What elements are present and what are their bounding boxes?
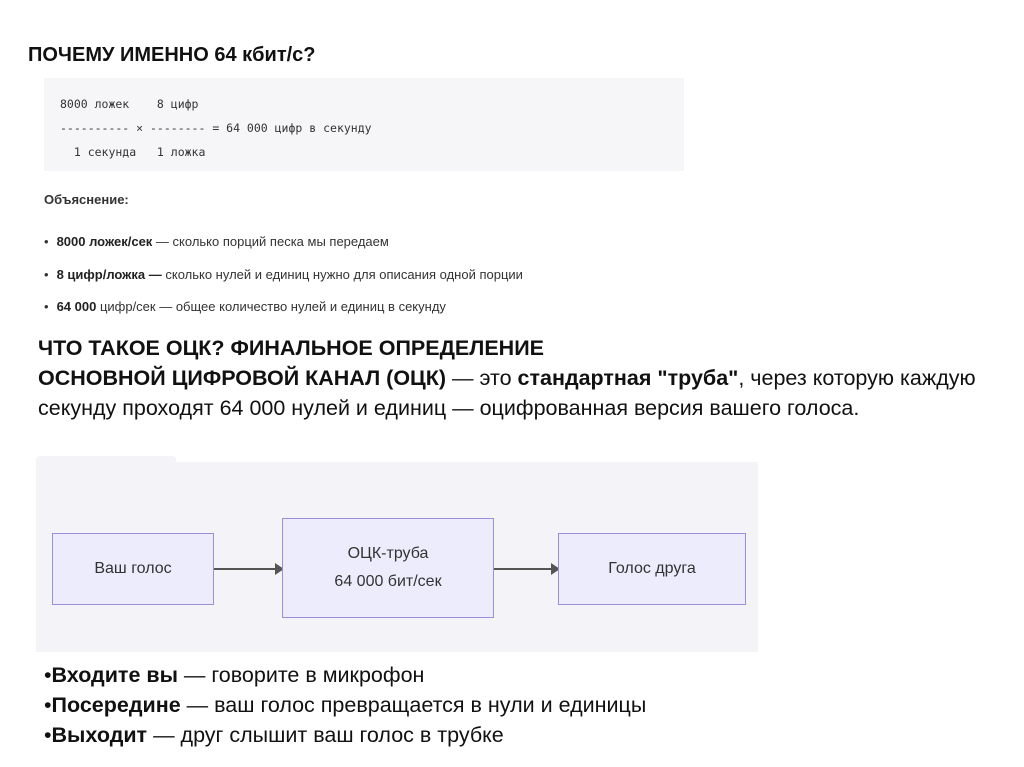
formula-code-block	[44, 78, 684, 171]
node-friend-voice-label: Голос друга	[608, 560, 696, 577]
flow-diagram	[36, 462, 758, 652]
summary-item	[44, 720, 646, 750]
summary-list	[44, 660, 646, 750]
node-your-voice-label: Ваш голос	[94, 560, 172, 577]
arrow-right-1	[214, 568, 282, 570]
summary-item-bold: Выходит	[51, 723, 148, 747]
slide-title: ПОЧЕМУ ИМЕННО 64 кбит/с?	[28, 44, 316, 66]
definition-heading: ЧТО ТАКОЕ ОЦК? ФИНАЛЬНОЕ ОПРЕДЕЛЕНИЕ	[38, 336, 545, 360]
node-channel-pipe	[282, 518, 494, 618]
formula-line-2: ---------- × -------- = 64 000 цифр в секунду	[60, 121, 372, 135]
definition-block	[38, 333, 978, 423]
explanation-list	[44, 232, 523, 330]
explanation-item-bold: 64 000	[56, 299, 97, 314]
summary-item-text: — ваш голос превращается в нули и единицы	[180, 693, 647, 717]
formula-line-3: 1 секунда 1 ложка	[60, 145, 206, 159]
explanation-item	[44, 265, 523, 298]
node-channel-rate: 64 000 бит/сек	[334, 573, 442, 590]
explanation-item	[44, 232, 523, 265]
explanation-item-text: цифр/сек — общее количество нулей и единиц в секунду	[96, 299, 446, 314]
summary-item-bold: Входите вы	[51, 663, 178, 687]
definition-bold-phrase: стандартная "труба"	[517, 366, 739, 390]
formula-line-1: 8000 ложек 8 цифр	[60, 97, 199, 111]
summary-item	[44, 660, 646, 690]
explanation-item-bold: 8000 ложек/сек	[56, 234, 153, 249]
summary-item-text: — друг слышит ваш голос в трубке	[147, 723, 504, 747]
summary-item-text: — говорите в микрофон	[177, 663, 425, 687]
explanation-item	[44, 297, 523, 330]
node-channel-label: ОЦК-труба	[347, 545, 429, 562]
explanation-item-text: — сколько порций песка мы передаем	[152, 234, 389, 249]
formula-text	[60, 92, 372, 164]
definition-mid: — это	[446, 366, 518, 390]
arrow-right-2	[494, 568, 558, 570]
explanation-item-text: сколько нулей и единиц нужно для описания одной порции	[161, 266, 523, 282]
summary-item-bold: Посередине	[51, 693, 181, 717]
definition-term: ОСНОВНОЙ ЦИФРОВОЙ КАНАЛ (ОЦК)	[38, 366, 447, 390]
node-friend-voice	[558, 533, 746, 605]
explanation-heading: Объяснение:	[44, 192, 129, 207]
summary-item	[44, 690, 646, 720]
explanation-item-bold: 8 цифр/ложка —	[56, 266, 162, 282]
definition-rest: , через которую каждую секунду проходят 64 000 нулей и единиц — оцифрованная версия вашего голоса.	[38, 366, 976, 420]
node-your-voice	[52, 533, 214, 605]
definition-paragraph	[38, 363, 978, 423]
